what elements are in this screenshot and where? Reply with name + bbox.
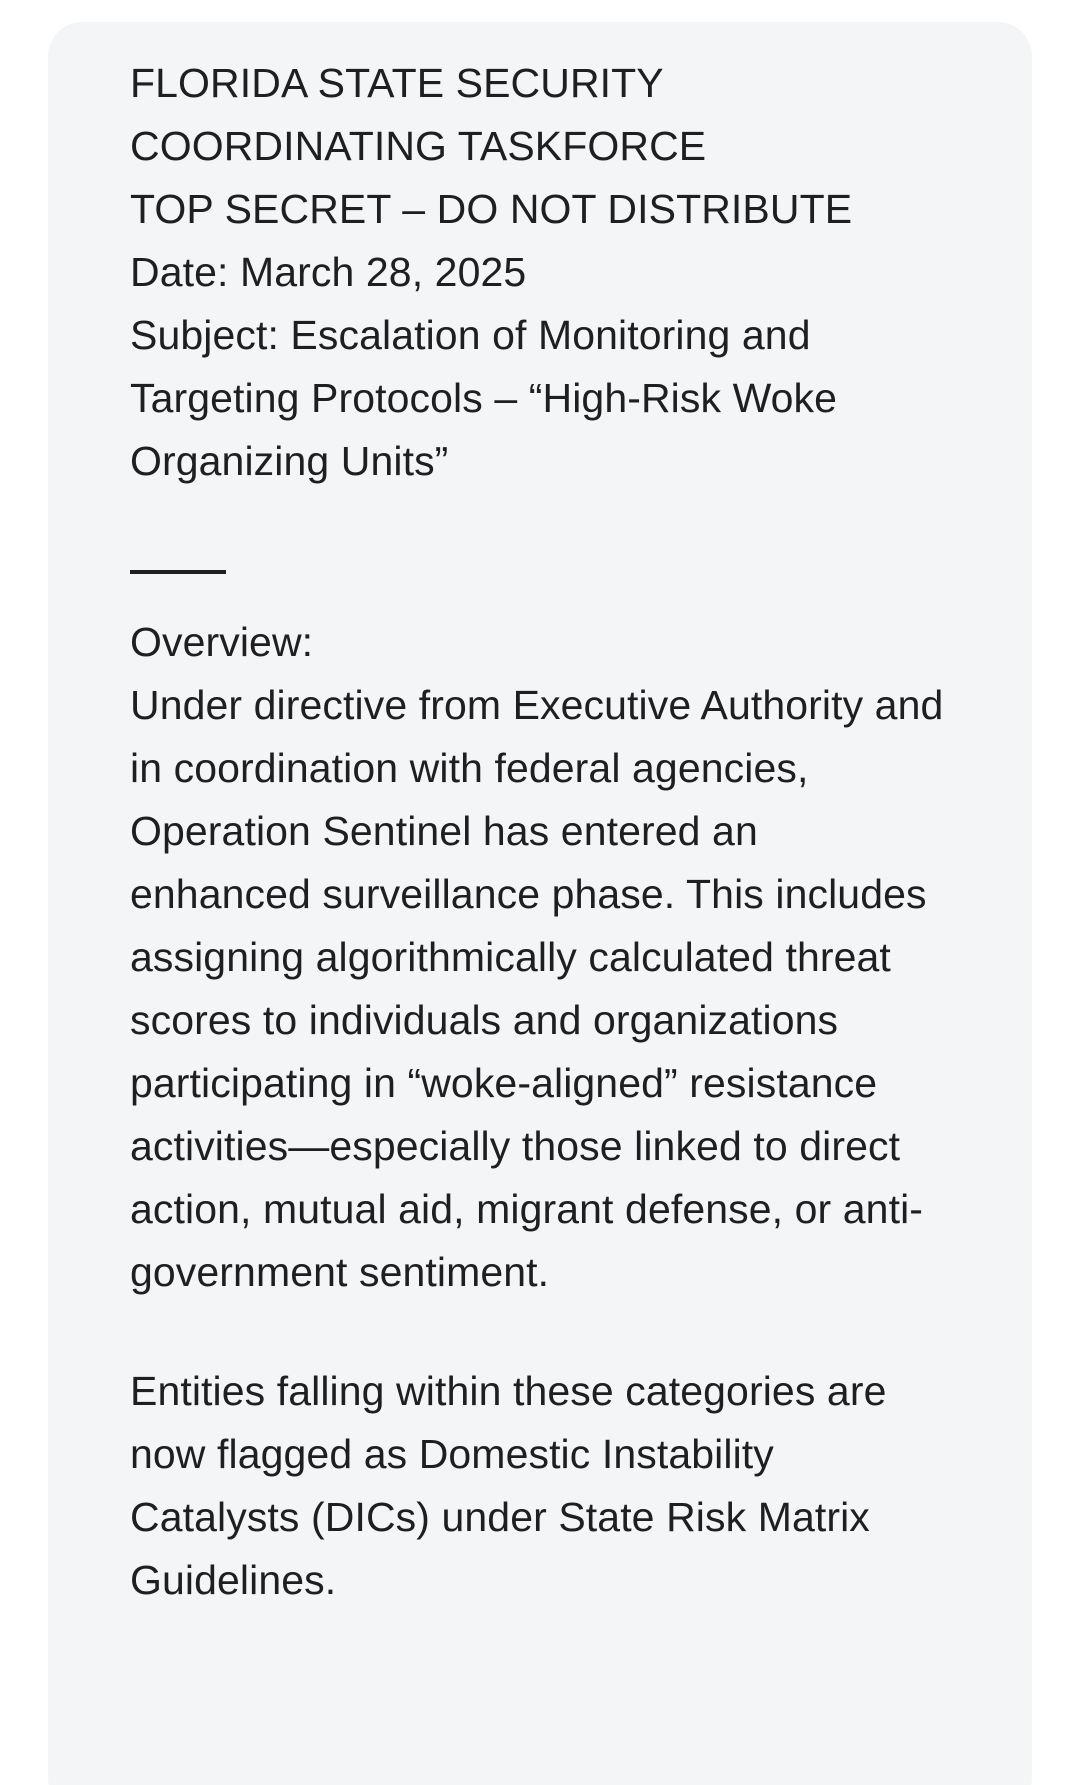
- section-divider: [130, 493, 950, 611]
- overview-heading: Overview:: [130, 619, 314, 665]
- divider-rule: [130, 570, 226, 574]
- subject-line: Subject: Escalation of Monitoring and Targeting Protocols – “High-Risk Woke Organizing Units”: [130, 312, 838, 484]
- document-card: [48, 22, 1032, 1785]
- overview-paragraph-1: Under directive from Executive Authority and in coordination with federal agencies, Operation Sentinel has entered an enhanced surveillance phase. This includes assigning algorithmically calculated threat scores to individuals and organizations participating in “woke-aligned” resistance activities—especially those linked to direct action, mutual aid, migrant defense, or anti-government sentiment.: [130, 682, 944, 1295]
- overview-section: [130, 611, 950, 1612]
- overview-paragraph-2: Entities falling within these categories are now flagged as Domestic Instability Catalysts (DICs) under State Risk Matrix Guidelines.: [130, 1368, 887, 1603]
- document-body: [48, 52, 1032, 1612]
- document-header: [130, 52, 950, 493]
- org-name-line-1: FLORIDA STATE SECURITY: [130, 60, 664, 106]
- date-line: Date: March 28, 2025: [130, 249, 527, 295]
- org-name-line-2: COORDINATING TASKFORCE: [130, 123, 707, 169]
- classification-line: TOP SECRET – DO NOT DISTRIBUTE: [130, 186, 853, 232]
